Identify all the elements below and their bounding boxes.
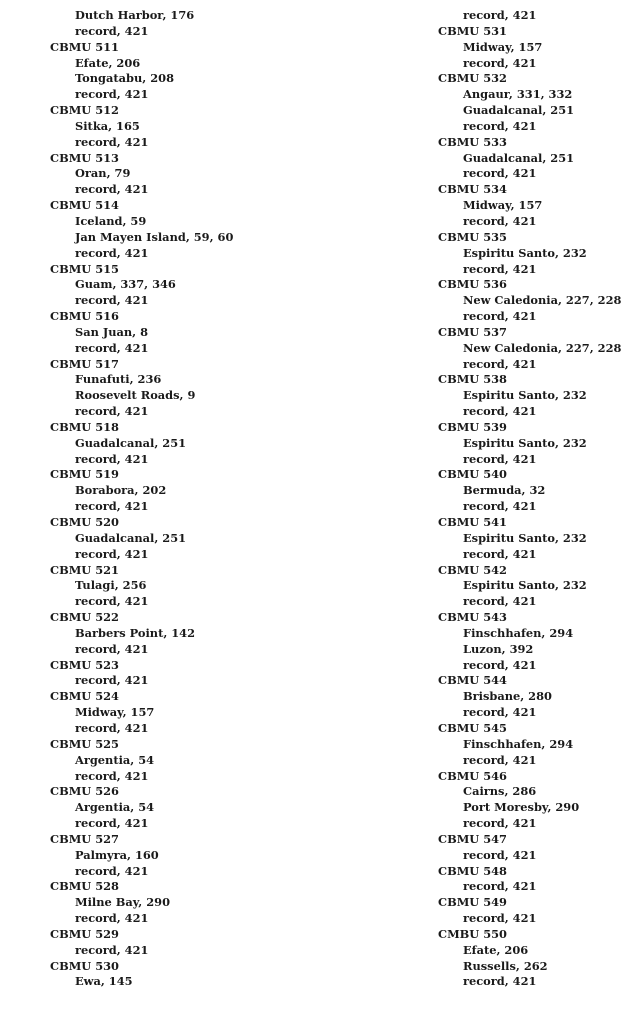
index-subentry: Guadalcanal, 251	[75, 435, 187, 450]
index-subentry: Milne Bay, 290	[75, 895, 171, 910]
index-subentry: Funafuti, 236	[75, 372, 162, 387]
index-subentry: record, 421	[75, 499, 149, 514]
index-heading: CBMU 533	[438, 134, 507, 149]
index-heading: CBMU 541	[438, 515, 507, 529]
index-subentry: Guam, 337, 346	[75, 277, 176, 292]
index-subentry: record, 421	[463, 705, 537, 720]
index-heading: CBMU 513	[50, 150, 119, 165]
index-subentry: record, 421	[463, 752, 537, 767]
index-subentry: record, 421	[463, 55, 537, 70]
index-subentry: New Caledonia, 227, 228	[463, 340, 622, 355]
index-heading: CBMU 534	[438, 182, 507, 197]
index-subentry: record, 421	[463, 546, 537, 561]
index-heading: CBMU 520	[50, 515, 119, 529]
index-subentry: record, 421	[463, 404, 537, 419]
index-subentry: record, 421	[463, 166, 537, 181]
index-subentry: San Juan, 8	[75, 324, 149, 339]
index-subentry: record, 421	[463, 816, 537, 831]
index-subentry: record, 421	[463, 261, 537, 276]
index-subentry: record, 421	[75, 245, 149, 260]
index-subentry: Luzon, 392	[463, 641, 534, 656]
index-subentry: Espiritu Santo, 232	[463, 245, 587, 260]
index-subentry: record, 421	[463, 879, 537, 894]
index-heading: CBMU 538	[438, 372, 507, 387]
index-subentry: record, 421	[463, 451, 537, 466]
index-subentry: Jan Mayen Island, 59, 60	[75, 229, 234, 244]
index-subentry: Guadalcanal, 251	[75, 530, 187, 545]
index-heading: CBMU 547	[438, 831, 507, 846]
index-subentry: Midway, 157	[75, 705, 155, 720]
index-subentry: record, 421	[463, 356, 537, 371]
index-subentry: record, 421	[463, 974, 537, 989]
index-subentry: Oran, 79	[75, 166, 131, 181]
index-heading: CBMU 515	[50, 261, 119, 276]
index-subentry: Efate, 206	[75, 55, 141, 70]
index-subentry: record, 421	[75, 404, 149, 419]
index-subentry: New Caledonia, 227, 228	[463, 293, 622, 308]
index-subentry: Argentia, 54	[75, 752, 155, 767]
index-subentry: record, 421	[463, 911, 537, 926]
index-heading: CBMU 526	[50, 784, 119, 799]
index-heading: CBMU 522	[50, 610, 119, 625]
index-heading: CMBU 550	[438, 926, 507, 941]
index-subentry: record, 421	[75, 942, 149, 957]
index-subentry: record, 421	[463, 118, 537, 133]
index-subentry: record, 421	[75, 641, 149, 656]
index-subentry: record, 421	[75, 23, 149, 38]
index-heading: CBMU 539	[438, 419, 507, 434]
index-subentry: record, 421	[75, 182, 149, 197]
index-heading: CBMU 544	[438, 673, 507, 688]
index-heading: CBMU 530	[50, 958, 119, 973]
index-subentry: record, 421	[75, 546, 149, 561]
index-subentry: Midway, 157	[463, 198, 543, 213]
index-subentry: Port Moresby, 290	[463, 800, 580, 815]
index-subentry: Russells, 262	[463, 958, 548, 973]
index-subentry: Palmyra, 160	[75, 847, 159, 862]
index-heading: CBMU 536	[438, 277, 507, 292]
index-heading: CBMU 548	[438, 863, 507, 878]
index-subentry: Espiritu Santo, 232	[463, 388, 587, 403]
index-heading: CBMU 549	[438, 895, 507, 910]
index-heading: CBMU 531	[438, 23, 507, 38]
index-subentry: Sitka, 165	[75, 118, 140, 133]
index-subentry: record, 421	[75, 863, 149, 878]
index-subentry: record, 421	[75, 816, 149, 831]
index-subentry: Espiritu Santo, 232	[463, 530, 587, 545]
index-subentry: Borabora, 202	[75, 483, 167, 498]
index-heading: CBMU 535	[438, 229, 507, 244]
index-heading: CBMU 542	[438, 562, 507, 577]
index-column-left	[50, 8, 310, 990]
index-heading: CBMU 523	[50, 657, 119, 672]
index-subentry: record, 421	[463, 847, 537, 862]
index-subentry: record, 421	[463, 309, 537, 324]
index-subentry: record, 421	[463, 499, 537, 514]
index-subentry: Brisbane, 280	[463, 689, 552, 704]
index-subentry: Iceland, 59	[75, 213, 147, 228]
index-heading: CBMU 514	[50, 198, 119, 213]
index-subentry: record, 421	[75, 720, 149, 735]
index-heading: CBMU 512	[50, 103, 119, 118]
index-subentry: record, 421	[463, 657, 537, 672]
index-subentry: Tulagi, 256	[75, 578, 147, 593]
index-subentry: Cairns, 286	[463, 784, 537, 799]
index-column-right	[438, 8, 638, 990]
index-heading: CBMU 511	[50, 39, 119, 54]
index-subentry: Roosevelt Roads, 9	[75, 388, 196, 403]
index-heading: CBMU 540	[438, 467, 507, 482]
index-heading: CBMU 519	[50, 467, 119, 482]
index-subentry: Tongatabu, 208	[75, 71, 174, 86]
index-subentry: Finschhafen, 294	[463, 736, 574, 751]
index-subentry: record, 421	[75, 451, 149, 466]
index-heading: CBMU 529	[50, 926, 119, 941]
index-subentry: record, 421	[75, 340, 149, 355]
index-heading: CBMU 537	[438, 324, 507, 339]
index-subentry: record, 421	[75, 673, 149, 688]
index-subentry: Midway, 157	[463, 39, 543, 54]
index-heading: CBMU 532	[438, 71, 507, 86]
index-subentry: record, 421	[75, 87, 149, 102]
index-subentry: Efate, 206	[463, 942, 529, 957]
index-subentry: record, 421	[75, 594, 149, 609]
index-subentry: record, 421	[75, 911, 149, 926]
index-subentry: Argentia, 54	[75, 800, 155, 815]
index-heading: CBMU 517	[50, 356, 119, 371]
index-subentry: record, 421	[75, 293, 149, 308]
index-heading: CBMU 545	[438, 720, 507, 735]
index-subentry: record, 421	[463, 8, 537, 22]
index-subentry: Finschhafen, 294	[463, 625, 574, 640]
index-heading: CBMU 528	[50, 879, 119, 894]
index-subentry: record, 421	[463, 213, 537, 228]
index-heading: CBMU 527	[50, 831, 119, 846]
index-subentry: Angaur, 331, 332	[463, 87, 573, 102]
index-subentry: record, 421	[75, 768, 149, 783]
index-subentry: Barbers Point, 142	[75, 625, 196, 640]
index-subentry: Guadalcanal, 251	[463, 103, 575, 118]
index-heading: CBMU 516	[50, 309, 119, 324]
index-heading: CBMU 546	[438, 768, 507, 783]
index-heading: CBMU 524	[50, 689, 119, 704]
index-subentry: Espiritu Santo, 232	[463, 578, 587, 593]
index-subentry: Ewa, 145	[75, 974, 133, 989]
index-subentry: Dutch Harbor, 176	[75, 8, 195, 22]
index-subentry: record, 421	[463, 594, 537, 609]
index-subentry: Bermuda, 32	[463, 483, 546, 498]
index-subentry: record, 421	[75, 134, 149, 149]
index-heading: CBMU 518	[50, 419, 119, 434]
index-heading: CBMU 543	[438, 610, 507, 625]
index-subentry: Espiritu Santo, 232	[463, 435, 587, 450]
index-heading: CBMU 521	[50, 562, 119, 577]
index-heading: CBMU 525	[50, 736, 119, 751]
index-subentry: Guadalcanal, 251	[463, 150, 575, 165]
